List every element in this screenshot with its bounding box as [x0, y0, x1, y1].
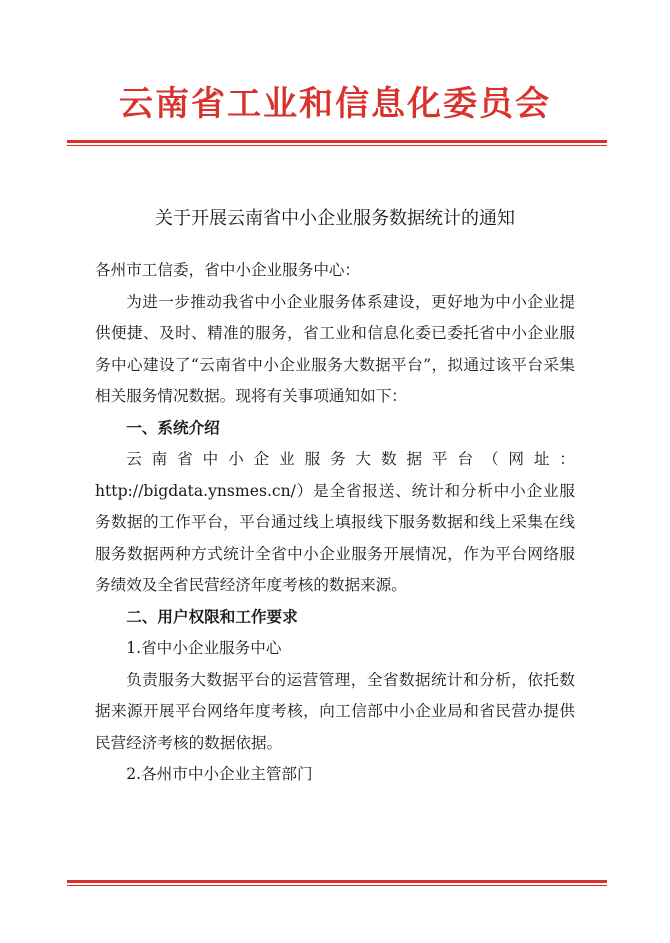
section-heading-2: 二、用户权限和工作要求 [126, 607, 298, 626]
section-heading-1: 一、系统介绍 [126, 418, 220, 437]
document-title: 关于开展云南省中小企业服务数据统计的通知 [155, 208, 515, 229]
footer-rule-thick [67, 880, 607, 883]
salutation: 各州市工信委，省中小企业服务中心： [95, 261, 361, 279]
letterhead-org-name: 云南省工业和信息化委员会 [119, 84, 551, 124]
letterhead-rule-thin [67, 145, 607, 146]
letterhead-rule-thick [67, 140, 607, 143]
item-1-paragraph: 负责服务大数据平台的运营管理，全省数据统计和分析，依托数据来源开展平台网络年度考核，向工信部中小企业局和省民营办提供民营经济考核的数据依据。 [95, 670, 575, 752]
item-2-heading: 2.各州市中小企业主管部门 [126, 765, 313, 783]
footer-rule-thin [67, 885, 607, 886]
item-1-heading: 1.省中小企业服务中心 [126, 639, 282, 657]
section-1-paragraph: 云南省中小企业服务大数据平台（网址：http://bigdata.ynsmes.cn/）是全省报送、统计和分析中小企业服务数据的工作平台，平台通过线上填报线下服务数据和线上采集在线服务数据两种方式统计全省中小企业服务开展情况，作为平台网络服务绩效及全省民营经济年度考核的数据来源。 [95, 450, 575, 594]
document-body [95, 255, 575, 791]
intro-paragraph: 为进一步推动我省中小企业服务体系建设，更好地为中小企业提供便捷、及时、精准的服务，省工业和信息化委已委托省中小企业服务中心建设了“云南省中小企业服务大数据平台”，拟通过该平台采集相关服务情况数据。现将有关事项通知如下： [95, 292, 575, 405]
